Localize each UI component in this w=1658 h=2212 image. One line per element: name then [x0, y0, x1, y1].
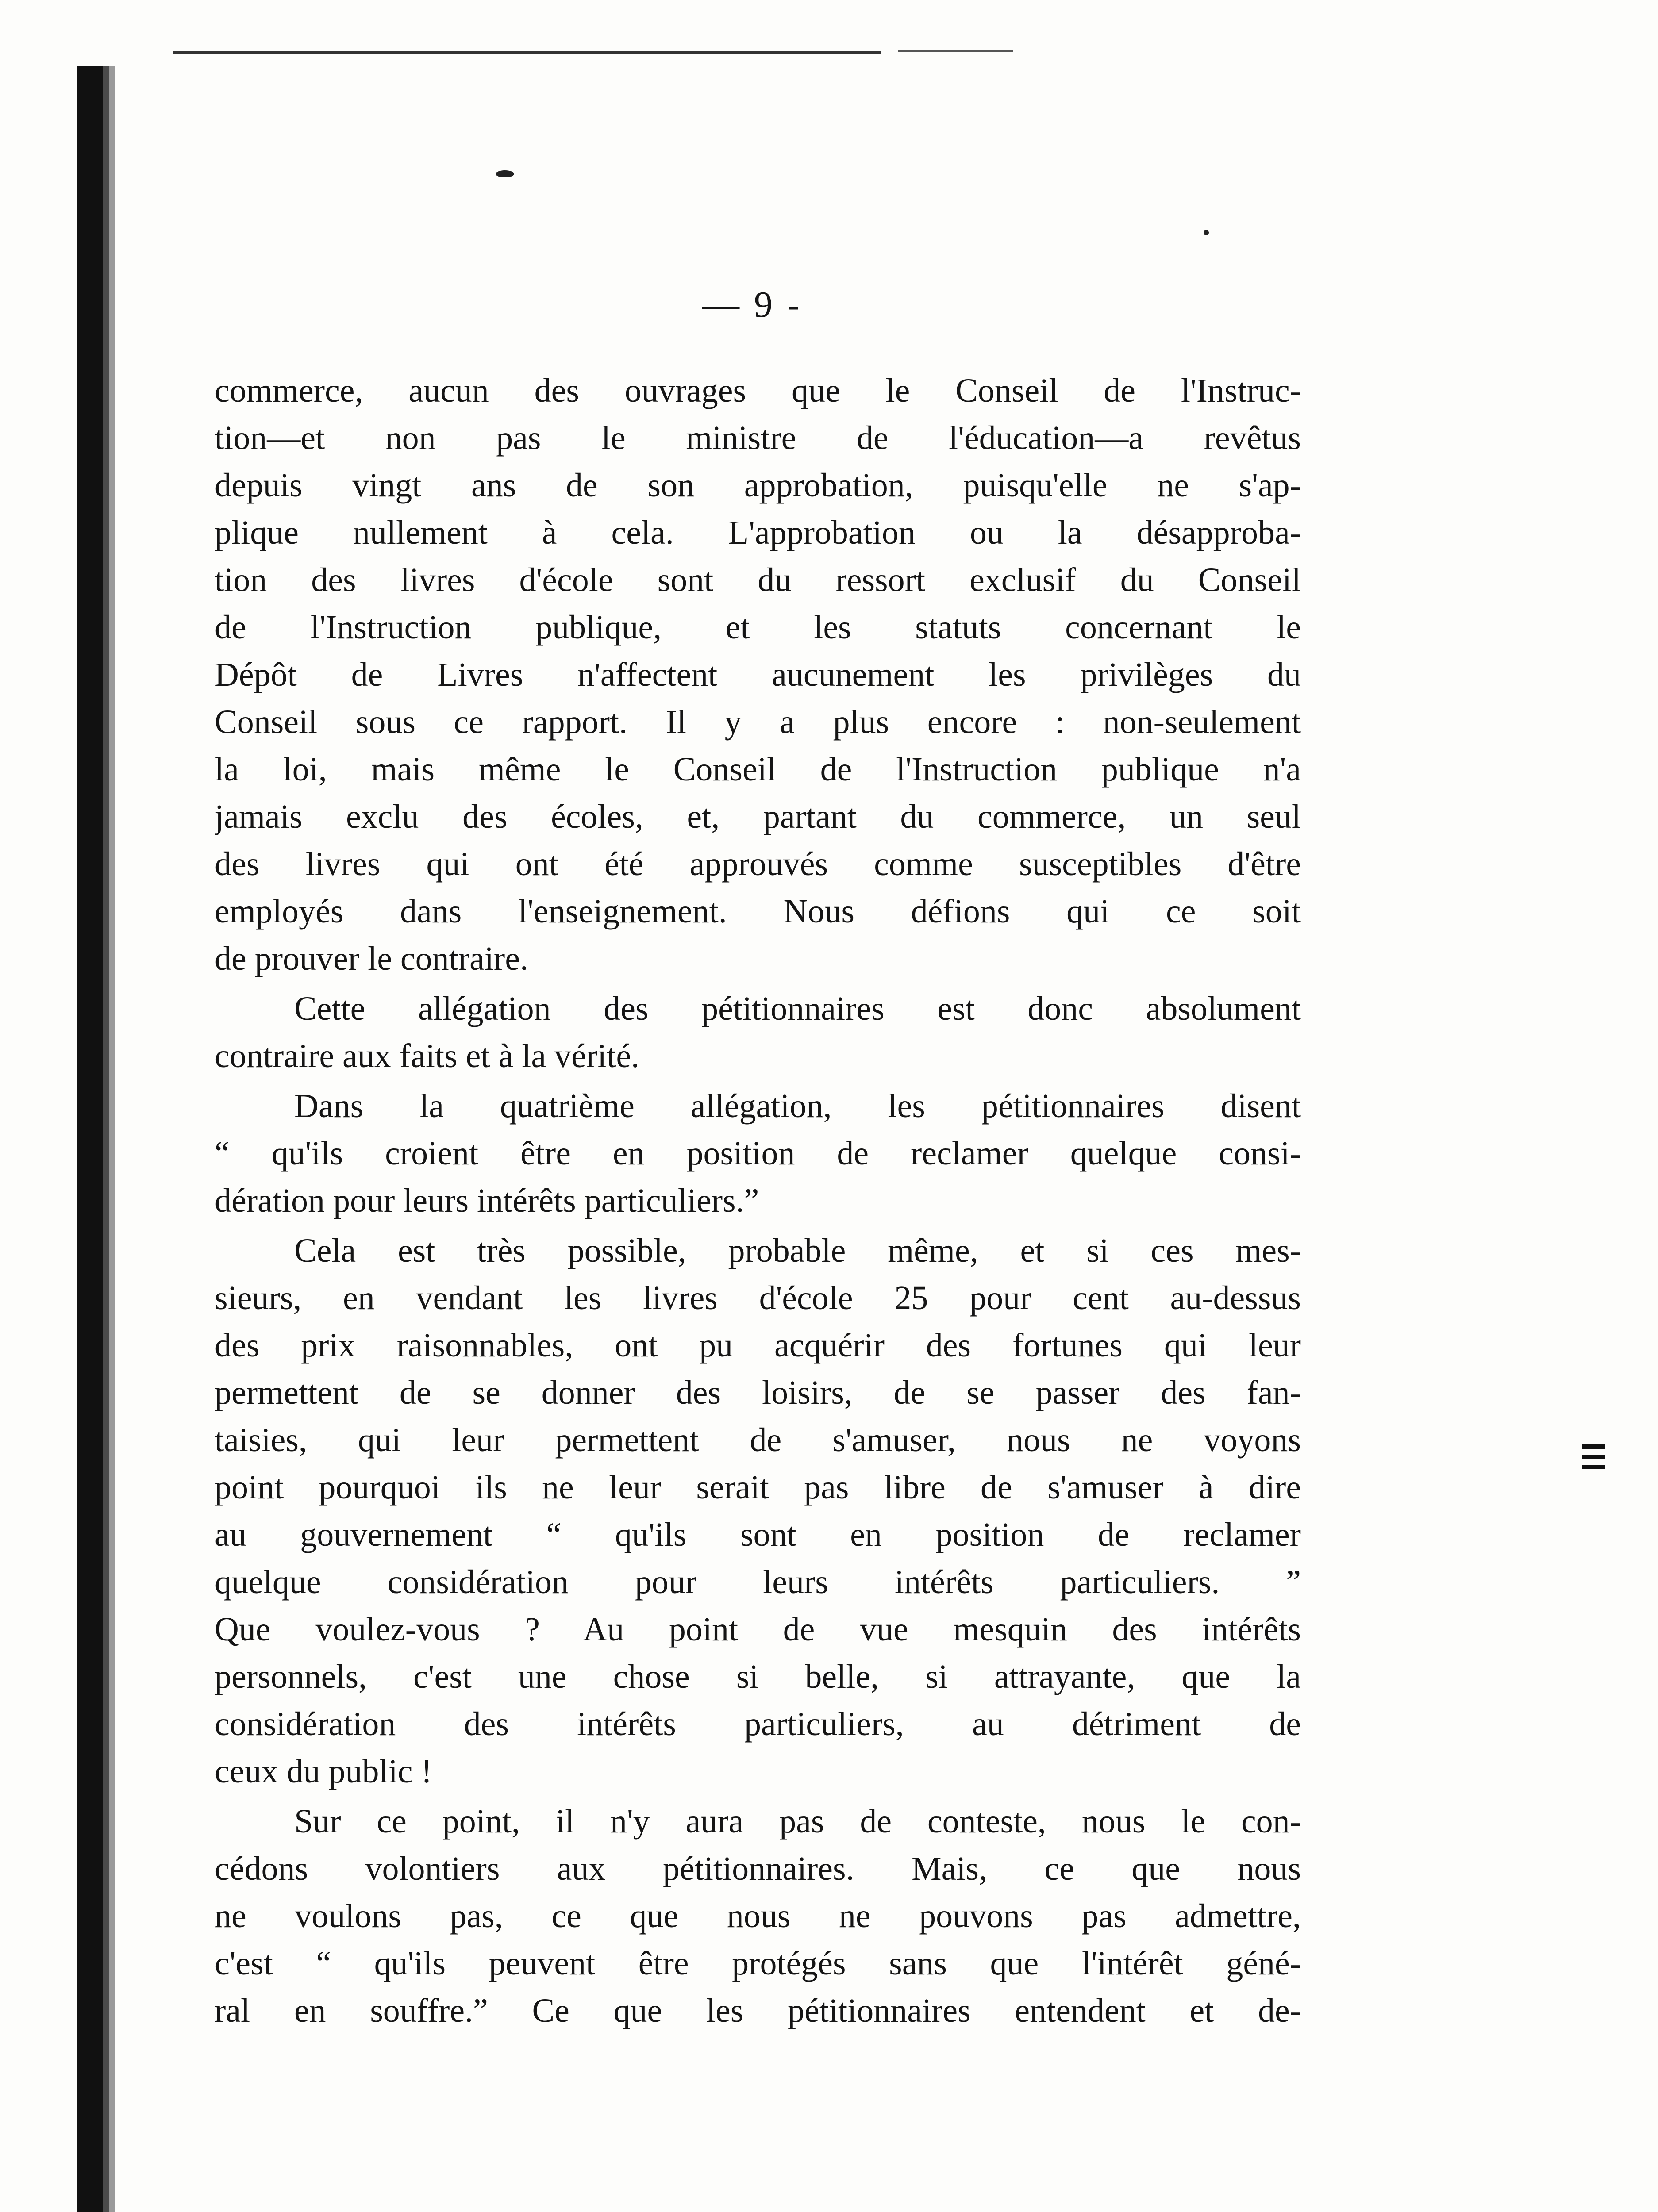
- top-edge-rule: [173, 51, 881, 54]
- text-line: Cela est très possible, probable même, et si ces mes-: [294, 1232, 1301, 1269]
- text-line: de prouver le contraire.: [215, 940, 528, 977]
- text-line: Dépôt de Livres n'affectent aucunement les privilèges du: [215, 656, 1301, 693]
- top-edge-rule-fragment: [898, 50, 1013, 52]
- text-line: de l'Instruction publique, et les statuts concernant le: [215, 609, 1301, 646]
- text-line: la loi, mais même le Conseil de l'Instruction publique n'a: [215, 751, 1301, 788]
- text-line: cédons volontiers aux pétitionnaires. Mais, ce que nous: [215, 1850, 1301, 1887]
- text-line: Cette allégation des pétitionnaires est donc absolument: [294, 990, 1301, 1027]
- text-line: considération des intérêts particuliers, au détriment de: [215, 1705, 1301, 1743]
- text-line: commerce, aucun des ouvrages que le Conseil de l'Instruc-: [215, 372, 1301, 409]
- text-line: point pourquoi ils ne leur serait pas libre de s'amuser à dire: [215, 1469, 1301, 1506]
- text-line: jamais exclu des écoles, et, partant du commerce, un seul: [215, 798, 1301, 835]
- text-line: ceux du public !: [215, 1753, 432, 1790]
- text-line: tion—et non pas le ministre de l'éducation—a revêtus: [215, 419, 1301, 457]
- text-line: employés dans l'enseignement. Nous défions qui ce soit: [215, 893, 1301, 930]
- text-line: “ qu'ils croient être en position de reclamer quelque consi-: [215, 1135, 1301, 1172]
- text-line: taisies, qui leur permettent de s'amuser, nous ne voyons: [215, 1421, 1301, 1459]
- text-line: contraire aux faits et à la vérité.: [215, 1037, 640, 1075]
- text-line: sieurs, en vendant les livres d'école 25 pour cent au-dessus: [215, 1279, 1301, 1317]
- text-line: permettent de se donner des loisirs, de se passer des fan-: [215, 1374, 1301, 1411]
- text-line: des livres qui ont été approuvés comme susceptibles d'être: [215, 845, 1301, 883]
- text-line: ne voulons pas, ce que nous ne pouvons pas admettre,: [215, 1897, 1301, 1935]
- text-line: Conseil sous ce rapport. Il y a plus encore : non-seulement: [215, 703, 1301, 741]
- text-line: dération pour leurs intérêts particuliers.”: [215, 1182, 759, 1219]
- page-number: — 9 -: [702, 284, 802, 325]
- text-line: Sur ce point, il n'y aura pas de conteste, nous le con-: [294, 1803, 1301, 1840]
- ink-speck: [496, 170, 514, 177]
- text-line: quelque considération pour leurs intérêts particuliers. ”: [215, 1563, 1301, 1601]
- margin-registration-mark: [1582, 1444, 1605, 1469]
- binding-edge-shadow: [77, 66, 103, 2212]
- text-line: personnels, c'est une chose si belle, si attrayante, que la: [215, 1658, 1301, 1695]
- text-line: Que voulez-vous ? Au point de vue mesquin des intérêts: [215, 1611, 1301, 1648]
- text-line: c'est “ qu'ils peuvent être protégés sans que l'intérêt géné-: [215, 1945, 1301, 1982]
- text-line: au gouvernement “ qu'ils sont en position de reclamer: [215, 1516, 1301, 1553]
- text-line: ral en souffre.” Ce que les pétitionnaires entendent et de-: [215, 1992, 1301, 2029]
- text-line: des prix raisonnables, ont pu acquérir des fortunes qui leur: [215, 1327, 1301, 1364]
- ink-speck: [1204, 230, 1209, 235]
- body-text: [215, 367, 1301, 2035]
- text-line: depuis vingt ans de son approbation, puisqu'elle ne s'ap-: [215, 467, 1301, 504]
- text-line: plique nullement à cela. L'approbation ou la désapproba-: [215, 514, 1301, 551]
- text-line: tion des livres d'école sont du ressort exclusif du Conseil: [215, 561, 1301, 599]
- text-line: Dans la quatrième allégation, les pétitionnaires disent: [294, 1087, 1301, 1125]
